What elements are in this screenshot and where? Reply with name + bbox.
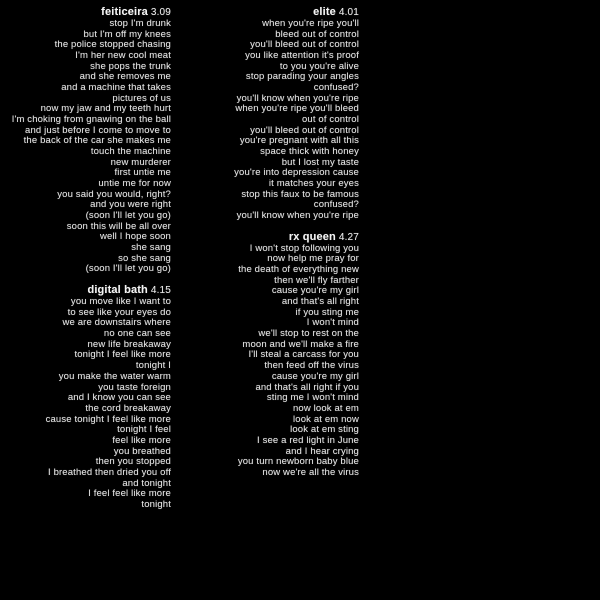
song-title — [188, 7, 359, 18]
lyric-line: out of control — [301, 114, 359, 126]
lyric-line: stop parading your angles — [245, 71, 359, 83]
lyric-line: (soon I'll let you go) — [85, 210, 171, 222]
lyric-line: pictures of us — [112, 92, 171, 104]
lyric-line: well I hope soon — [99, 231, 171, 243]
lyric-line: you'll bleed out of control — [250, 39, 359, 51]
lyric-line: no one can see — [103, 328, 171, 340]
lyric-line: when you're ripe you'll — [262, 18, 359, 29]
lyric-line: you breathed — [113, 445, 171, 457]
lyric-line: first untie me — [114, 167, 171, 179]
lyric-line: you're pregnant with all this — [239, 135, 359, 147]
lyric-line: tonight I feel like more — [74, 349, 171, 361]
lyric-line: tonight I — [135, 360, 171, 372]
lyric-line: we'll stop to rest on the — [258, 328, 359, 340]
lyric-line: I feel feel like more — [88, 488, 171, 500]
lyric-line: and that's all right if you — [255, 381, 359, 393]
lyric-line: now my jaw and my teeth hurt — [40, 103, 171, 115]
lyric-line: I'll steal a carcass for you — [248, 349, 359, 361]
lyric-line: stop I'm drunk — [109, 18, 171, 29]
lyric-line: I won't mind — [306, 317, 359, 329]
lyric-line: and you were right — [90, 199, 171, 211]
lyric-line: then feed off the virus — [264, 360, 359, 372]
song-title — [0, 7, 171, 18]
lyric-line: then we'll fly farther — [274, 274, 359, 286]
lyric-line: I'm her new cool meat — [75, 50, 171, 62]
lyric-line: you're into depression cause — [234, 167, 359, 179]
lyric-line: when you're ripe you'll bleed — [235, 103, 359, 115]
lyrics-column-right — [188, 7, 359, 479]
song-title — [0, 285, 171, 296]
lyric-line: confused? — [313, 199, 359, 211]
lyric-line: I won't stop following you — [249, 242, 359, 254]
lyric-line: and I know you can see — [67, 392, 171, 404]
lyric-line: the cord breakaway — [85, 402, 171, 414]
lyric-line: but I lost my taste — [281, 156, 359, 168]
song-section — [188, 232, 359, 479]
lyric-line: new life breakaway — [87, 338, 171, 350]
song-title-text: feiticeira — [101, 6, 148, 18]
song-title-text: elite — [313, 6, 336, 18]
lyric-line: stop this faux to be famous — [241, 188, 359, 200]
lyric-line: and tonight — [122, 477, 171, 489]
lyric-line: space thick with honey — [260, 146, 359, 158]
lyric-line: and that's all right — [281, 296, 359, 308]
lyric-line: you'll bleed out of control — [250, 124, 359, 136]
song-title-text: digital bath — [87, 284, 148, 297]
lyric-line: you said you would, right? — [57, 188, 171, 200]
lyric-line: touch the machine — [90, 146, 171, 158]
song-duration: 4.15 — [150, 285, 171, 297]
lyric-line: you move like I want to — [70, 296, 171, 308]
lyric-line: cause you're my girl — [271, 285, 359, 297]
song-duration: 4.27 — [338, 231, 359, 243]
lyric-line: then you stopped — [95, 456, 171, 468]
lyric-line: confused? — [313, 82, 359, 94]
lyric-line: now look at em — [293, 402, 359, 414]
lyric-line: the police stopped chasing — [54, 39, 171, 51]
lyric-line: feel like more — [112, 434, 171, 446]
lyric-line: so she sang — [118, 252, 171, 264]
lyric-line: look at em now — [293, 413, 359, 425]
lyric-line: you turn newborn baby blue — [237, 456, 359, 468]
lyric-line: soon this will be all over — [66, 220, 171, 232]
lyric-line: sting me I won't mind — [266, 392, 359, 404]
lyric-line: to see like your eyes do — [67, 306, 171, 318]
lyric-line: new murderer — [110, 156, 171, 168]
lyric-line: but I'm off my knees — [83, 28, 171, 40]
lyric-line: now we're all the virus — [262, 466, 359, 478]
lyric-line: untie me for now — [98, 178, 171, 190]
lyric-line: to you you're alive — [279, 60, 359, 72]
lyric-line: (soon I'll let you go) — [85, 263, 171, 275]
lyric-line: we are downstairs where — [62, 317, 171, 329]
lyric-line: I breathed then dried you off — [47, 466, 171, 478]
song-title — [188, 232, 359, 243]
lyrics-column-left — [0, 7, 171, 511]
lyric-line: she sang — [131, 242, 171, 254]
lyric-line: bleed out of control — [275, 28, 359, 40]
song-title-text: rx queen — [288, 230, 336, 243]
lyric-line: she pops the trunk — [90, 60, 171, 72]
lyric-line: you'll know when you're ripe — [236, 92, 359, 104]
lyric-line: and I hear crying — [285, 445, 359, 457]
song-duration: 4.01 — [338, 7, 359, 18]
lyric-line: cause you're my girl — [271, 370, 359, 382]
song-section — [0, 285, 171, 510]
lyric-line: now help me pray for — [267, 253, 359, 265]
song-section — [188, 7, 359, 222]
song-duration: 3.09 — [150, 7, 171, 18]
lyric-line: you make the water warm — [58, 370, 171, 382]
lyric-line: cause tonight I feel like more — [45, 413, 171, 425]
lyric-line: it matches your eyes — [268, 178, 359, 190]
lyric-line: you like attention it's proof — [245, 50, 359, 62]
lyric-line: the death of everything new — [238, 264, 359, 276]
lyric-line: tonight — [141, 498, 171, 510]
lyric-line: and she removes me — [79, 71, 171, 83]
lyric-line: you'll know when you're ripe — [236, 210, 359, 222]
song-section — [0, 7, 171, 275]
lyric-line: and a machine that takes — [61, 82, 171, 94]
lyric-line: if you sting me — [295, 306, 359, 318]
lyric-line: moon and we'll make a fire — [242, 338, 359, 350]
lyric-line: look at em sting — [290, 424, 359, 436]
lyric-line: you taste foreign — [98, 381, 171, 393]
lyric-line: and just before I come to move to — [25, 124, 171, 136]
lyric-line: I'm choking from gnawing on the ball — [11, 114, 171, 126]
lyric-line: I see a red light in June — [257, 434, 359, 446]
lyric-line: the back of the car she makes me — [23, 135, 171, 147]
lyric-line: tonight I feel — [117, 424, 171, 436]
